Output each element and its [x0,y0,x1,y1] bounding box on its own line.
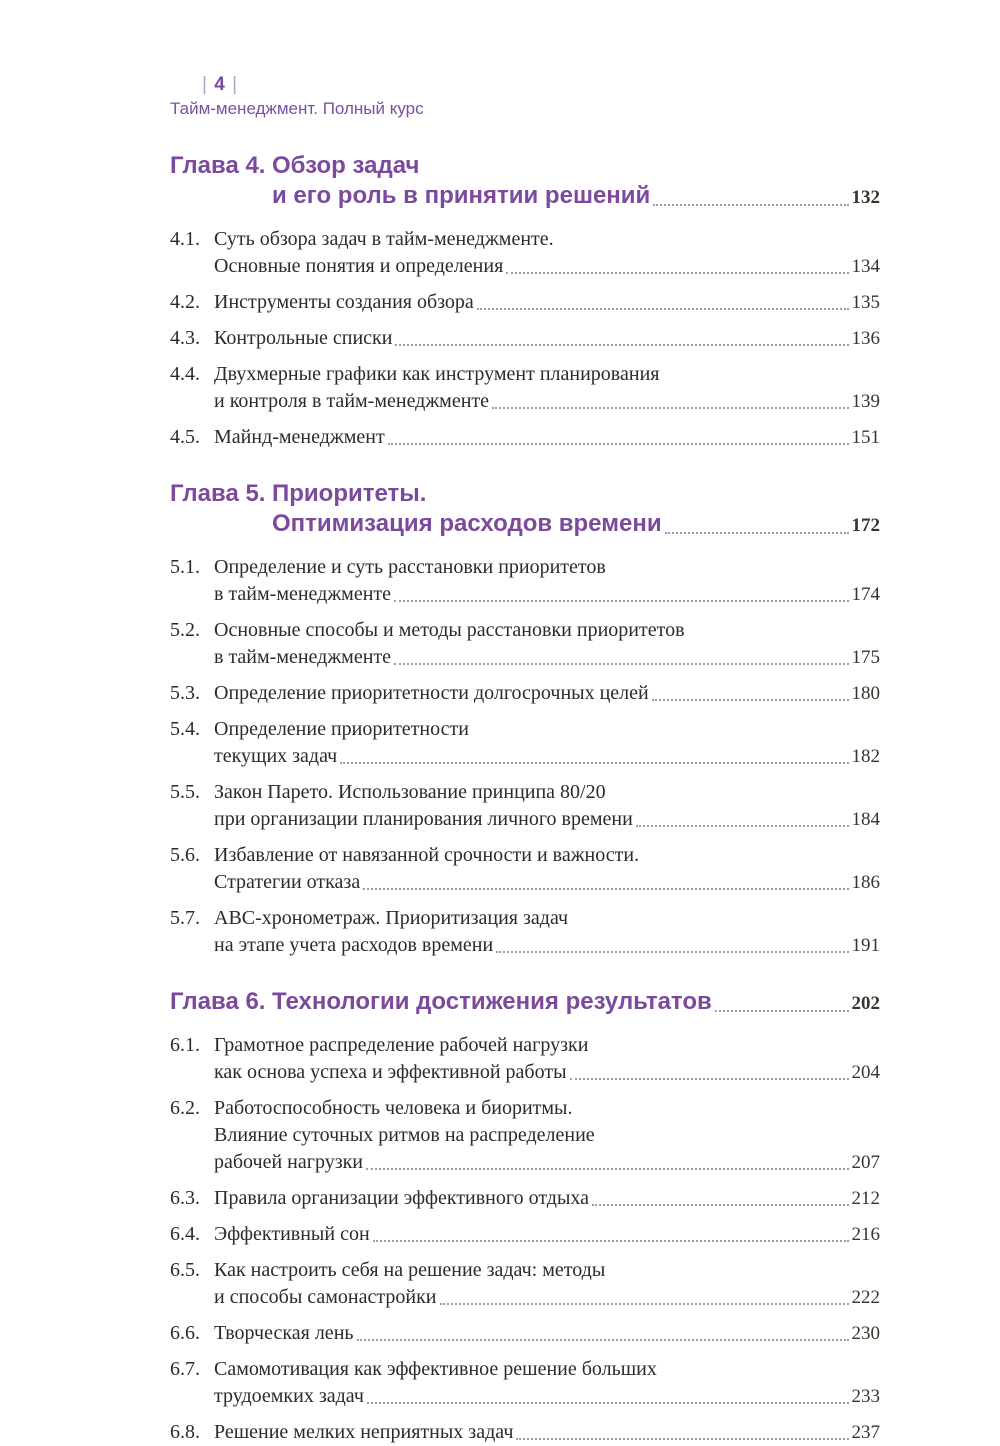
toc-entry-text: текущих задач [214,745,338,767]
section-title-line: Определение приоритетности [214,718,469,740]
toc-page-number: 212 [851,1188,880,1209]
section-number: 5.7. [170,907,200,929]
toc-leader-row [214,680,880,707]
chapter-title-line: Приоритеты. [272,480,427,507]
section-number: 4.3. [170,327,200,349]
section-number: 5.1. [170,556,200,578]
toc-leader-row [214,424,880,451]
chapter-label: Глава 6. [170,988,266,1015]
section-number: 5.3. [170,682,200,704]
section-title-lines [214,1257,880,1311]
toc-entry-text: как основа успеха и эффективной работы [214,1061,567,1083]
toc-page-number: 202 [851,993,880,1014]
section-title-lines [214,1419,880,1446]
toc-page-number: 172 [851,515,880,536]
dotted-leader [652,699,849,701]
toc-leader-row [214,1149,880,1176]
toc-page-number: 230 [851,1323,880,1344]
chapter-title-lines [272,151,880,213]
section-title-lines [214,554,880,608]
toc-leader-row [214,932,880,959]
toc-section-entry [170,424,880,451]
toc-section-entry [170,680,880,707]
running-header [170,74,880,119]
section-number: 6.2. [170,1097,200,1119]
toc-entry-text: и способы самонастройки [214,1286,437,1308]
toc-leader-row [214,1284,880,1311]
toc-section-entry [170,842,880,896]
toc-entry-text: и контроля в тайм-менеджменте [214,390,490,412]
chapter-label: Глава 4. [170,152,266,179]
dotted-leader [496,951,848,953]
dotted-leader [440,1303,849,1305]
section-title-line: АВС-хронометраж. Приоритизация задач [214,907,569,929]
toc-section-entry [170,289,880,316]
dotted-leader [653,204,848,206]
toc-section-entry [170,325,880,352]
section-title-lines [214,226,880,280]
dotted-leader [363,888,848,890]
toc-entry-text: трудоемких задач [214,1385,364,1407]
toc-leader-row [214,1059,880,1086]
chapter-heading [170,151,880,213]
toc-leader-row [214,1320,880,1347]
section-title-line: Определение и суть расстановки приоритетов [214,556,606,578]
toc-leader-row [214,1419,880,1446]
section-number: 6.3. [170,1187,200,1209]
chapter-entry [170,987,880,1446]
toc-leader-row [214,289,880,316]
section-title-line: Закон Парето. Использование принципа 80/20 [214,781,606,803]
toc-entry-text: Контрольные списки [214,327,393,349]
toc-entry-text: Эффективный сон [214,1223,370,1245]
toc-page-number: 237 [851,1422,880,1443]
toc-entry-text: в тайм-менеджменте [214,646,392,668]
toc-entry-text: Технологии достижения результатов [272,988,712,1015]
page-number-line [202,74,880,96]
chapter-entry [170,479,880,959]
dotted-leader [516,1438,848,1440]
toc-entry-text: Решение мелких неприятных задач [214,1421,514,1443]
toc-section-entry [170,1356,880,1410]
chapter-heading [170,479,880,541]
toc-section-entry [170,1032,880,1086]
section-title-lines [214,716,880,770]
section-title-lines [214,1221,880,1248]
section-number: 6.5. [170,1259,200,1281]
toc-section-entry [170,226,880,280]
toc-page-number: 136 [851,328,880,349]
section-number: 6.8. [170,1421,200,1443]
toc-leader-row [214,581,880,608]
section-number: 6.7. [170,1358,200,1380]
toc-entry-text: Творческая лень [214,1322,354,1344]
dotted-leader [477,308,849,310]
section-number: 6.4. [170,1223,200,1245]
toc-section-entry [170,1095,880,1176]
dotted-leader [636,825,849,827]
toc-leader-row [214,644,880,671]
section-title-lines [214,680,880,707]
toc-section-entry [170,1185,880,1212]
toc-page-number: 233 [851,1386,880,1407]
chapter-sections [170,554,880,959]
section-number: 6.6. [170,1322,200,1344]
toc-leader-row [214,806,880,833]
section-title-line: Суть обзора задач в тайм-менеджменте. [214,228,554,250]
toc-section-entry [170,1320,880,1347]
toc-leader-row [214,1383,880,1410]
toc-page-number: 186 [851,872,880,893]
toc-leader-row [214,1185,880,1212]
toc-leader-row [214,869,880,896]
section-number: 4.2. [170,291,200,313]
toc-entry-text: в тайм-менеджменте [214,583,392,605]
toc-section-entry [170,1221,880,1248]
toc-page-number: 184 [851,809,880,830]
toc-leader-row [214,388,880,415]
dotted-leader [367,1402,849,1404]
toc-entry-text: на этапе учета расходов времени [214,934,494,956]
dotted-leader [570,1078,849,1080]
toc-section-entry [170,1257,880,1311]
section-title-line: Избавление от навязанной срочности и важности. [214,844,640,866]
dotted-leader [665,532,849,534]
section-title-line: Влияние суточных ритмов на распределение [214,1124,595,1146]
toc-entry-text: при организации планирования личного времени [214,808,633,830]
chapter-heading [170,987,880,1019]
page-number-left-bar: | [202,74,208,95]
toc-entry-text: Определение приоритетности долгосрочных целей [214,682,649,704]
section-title-lines [214,842,880,896]
dotted-leader [394,600,848,602]
dotted-leader [715,1010,849,1012]
section-title-lines [214,1356,880,1410]
section-number: 4.5. [170,426,200,448]
section-number: 5.2. [170,619,200,641]
section-title-lines [214,1095,880,1176]
section-number: 6.1. [170,1034,200,1056]
chapter-title-lines [272,479,880,541]
section-title-line: Работоспособность человека и биоритмы. [214,1097,573,1119]
toc-section-entry [170,361,880,415]
section-title-lines [214,361,880,415]
chapter-label: Глава 5. [170,480,266,507]
toc-page-number: 134 [851,256,880,277]
section-title-lines [214,1320,880,1347]
chapter-sections [170,226,880,451]
toc-page-number: 222 [851,1287,880,1308]
section-title-lines [214,1032,880,1086]
section-title-lines [214,424,880,451]
section-title-line: Основные способы и методы расстановки приоритетов [214,619,685,641]
chapter-title-line: Обзор задач [272,152,420,179]
toc-page-number: 139 [851,391,880,412]
toc-entry-text: Инструменты создания обзора [214,291,474,313]
section-title-line: Самомотивация как эффективное решение больших [214,1358,657,1380]
toc-leader-row [214,743,880,770]
section-title-lines [214,325,880,352]
page-number-right-bar: | [232,74,239,95]
toc-section-entry [170,617,880,671]
dotted-leader [366,1168,848,1170]
toc-section-entry [170,1419,880,1446]
dotted-leader [395,344,848,346]
toc-entry-text: рабочей нагрузки [214,1151,364,1173]
toc-page-number: 175 [851,647,880,668]
section-number: 4.1. [170,228,200,250]
chapter-title-lines [272,987,880,1019]
dotted-leader [506,272,848,274]
toc-leader-row [272,987,880,1019]
section-title-line: Грамотное распределение рабочей нагрузки [214,1034,589,1056]
chapter-sections [170,1032,880,1446]
dotted-leader [373,1240,849,1242]
section-title-line: Двухмерные графики как инструмент планирования [214,363,660,385]
section-title-lines [214,289,880,316]
toc-page-number: 180 [851,683,880,704]
toc-page-number: 151 [851,427,880,448]
toc-section-entry [170,779,880,833]
toc-page-number: 182 [851,746,880,767]
page-number: 4 [214,74,226,95]
section-title-line: Как настроить себя на решение задач: методы [214,1259,606,1281]
toc-page-number: 132 [851,187,880,208]
section-number: 5.5. [170,781,200,803]
section-number: 4.4. [170,363,200,385]
toc-leader-row [214,1221,880,1248]
toc-leader-row [214,325,880,352]
toc [170,151,880,1446]
section-title-lines [214,779,880,833]
dotted-leader [340,762,848,764]
dotted-leader [394,663,848,665]
section-title-lines [214,617,880,671]
toc-page-number: 207 [851,1152,880,1173]
dotted-leader [592,1204,848,1206]
toc-entry-text: Оптимизация расходов времени [272,510,662,537]
toc-entry-text: Майнд-менеджмент [214,426,385,448]
toc-page-number: 204 [851,1062,880,1083]
section-title-lines [214,905,880,959]
toc-page-number: 191 [851,935,880,956]
toc-page-number: 135 [851,292,880,313]
toc-leader-row [214,253,880,280]
toc-entry-text: Правила организации эффективного отдыха [214,1187,590,1209]
toc-entry-text: Стратегии отказа [214,871,361,893]
section-title-lines [214,1185,880,1212]
toc-leader-row [272,181,880,213]
toc-section-entry [170,905,880,959]
section-number: 5.4. [170,718,200,740]
toc-section-entry [170,554,880,608]
book-title: Тайм-менеджмент. Полный курс [170,99,424,118]
dotted-leader [357,1339,849,1341]
toc-section-entry [170,716,880,770]
dotted-leader [388,443,849,445]
toc-leader-row [272,509,880,541]
toc-page-number: 216 [851,1224,880,1245]
section-number: 5.6. [170,844,200,866]
dotted-leader [492,407,848,409]
toc-entry-text: Основные понятия и определения [214,255,504,277]
toc-page-number: 174 [851,584,880,605]
toc-entry-text: и его роль в принятии решений [272,182,651,209]
chapter-entry [170,151,880,451]
